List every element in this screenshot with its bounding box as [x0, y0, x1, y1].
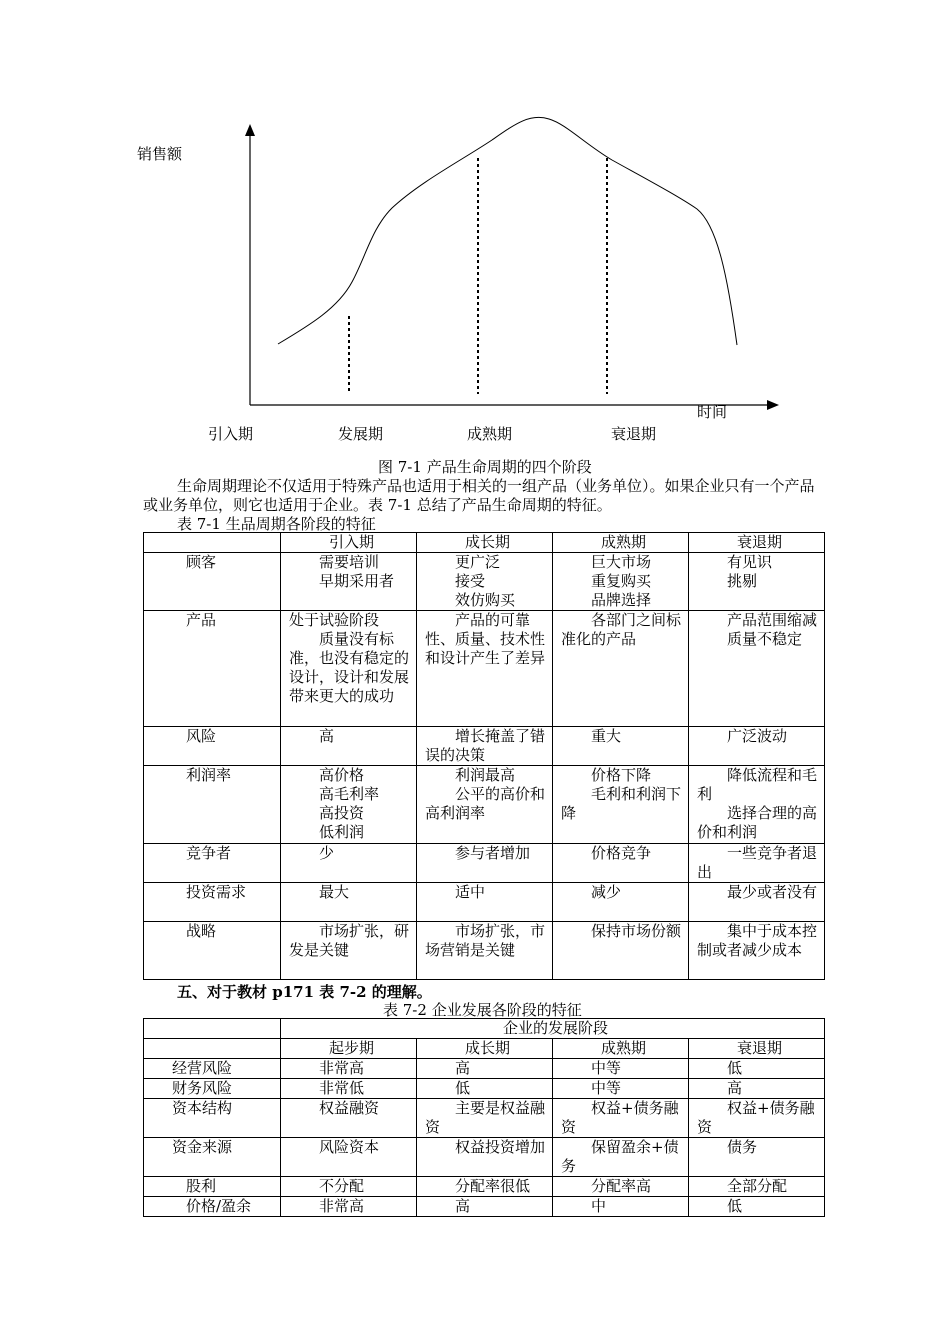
cell-line: 主要是权益融资	[425, 1099, 546, 1136]
row-label: 竞争者	[144, 844, 281, 883]
table-row	[144, 1099, 825, 1138]
table-row	[144, 844, 825, 883]
table-cell	[417, 1099, 553, 1138]
table2-header-cell: 成熟期	[553, 1039, 689, 1059]
cell-line: 集中于成本控制或者减少成本	[697, 922, 818, 959]
table-cell	[417, 766, 553, 844]
row-label: 顾客	[144, 553, 281, 611]
cell-line: 高	[455, 1059, 471, 1077]
cell-line: 产品范围缩减	[727, 611, 818, 629]
row-label: 财务风险	[144, 1079, 281, 1099]
lifecycle-figure	[0, 0, 950, 470]
table2-group-header: 企业的发展阶段	[281, 1019, 825, 1039]
cell-line: 早期采用者	[319, 572, 395, 590]
cell-line: 价格下降	[591, 766, 652, 784]
cell-line: 公平的高价和高利润率	[425, 785, 546, 822]
cell-line: 非常高	[319, 1059, 365, 1077]
cell-line: 不分配	[319, 1177, 365, 1195]
cell-line: 减少	[591, 883, 622, 901]
table-cell	[689, 844, 825, 883]
cell-line: 高毛利率	[319, 785, 380, 803]
cell-line: 品牌选择	[591, 591, 652, 609]
table2-header-cell: 成长期	[417, 1039, 553, 1059]
cell-line: 增长掩盖了错误的决策	[425, 727, 546, 764]
cell-line: 非常低	[319, 1079, 365, 1097]
table-cell	[689, 1138, 825, 1177]
table-cell	[281, 883, 417, 922]
row-label: 投资需求	[144, 883, 281, 922]
table-row	[144, 1059, 825, 1079]
table-row	[144, 1079, 825, 1099]
cell-line: 市场扩张，研发是关键	[289, 922, 410, 959]
table-cell	[281, 1138, 417, 1177]
cell-line: 接受	[455, 572, 486, 590]
table-cell	[417, 1138, 553, 1177]
row-label: 战略	[144, 922, 281, 980]
table-cell	[689, 1177, 825, 1197]
table-row	[144, 727, 825, 766]
cell-line: 有见识	[727, 553, 773, 571]
table-cell	[553, 1059, 689, 1079]
table-cell	[281, 1059, 417, 1079]
cell-line: 需要培训	[319, 553, 380, 571]
table-cell	[417, 883, 553, 922]
table-cell	[281, 766, 417, 844]
y-axis-label: 销售额	[137, 145, 183, 163]
table-enterprise-stages	[143, 1018, 825, 1217]
table1-header-cell: 引入期	[281, 533, 417, 553]
table-row	[144, 766, 825, 844]
table-row	[144, 1177, 825, 1197]
table-cell	[417, 553, 553, 611]
table-cell	[417, 611, 553, 727]
table-cell	[553, 922, 689, 980]
table1-header-corner	[144, 533, 281, 553]
table-cell	[689, 1059, 825, 1079]
row-label: 资本结构	[144, 1099, 281, 1138]
cell-line: 低	[727, 1197, 743, 1215]
cell-line: 巨大市场	[591, 553, 652, 571]
row-label: 价格/盈余	[144, 1197, 281, 1217]
table-row	[144, 883, 825, 922]
table1-header-cell: 成长期	[417, 533, 553, 553]
table-row	[144, 611, 825, 727]
table-row	[144, 1197, 825, 1217]
cell-line: 权益+债务融资	[561, 1099, 679, 1136]
y-axis-arrow	[245, 124, 255, 136]
table-row	[144, 1138, 825, 1177]
row-label: 产品	[144, 611, 281, 727]
table-cell	[689, 883, 825, 922]
cell-line: 各部门之间标准化的产品	[561, 611, 682, 648]
row-label: 经营风险	[144, 1059, 281, 1079]
cell-line: 权益融资	[319, 1099, 380, 1117]
table-cell	[689, 553, 825, 611]
table2-header-cell: 衰退期	[689, 1039, 825, 1059]
table-cell	[417, 727, 553, 766]
cell-line: 质量不稳定	[727, 630, 803, 648]
cell-line: 适中	[455, 883, 486, 901]
section-heading: 五、对于教材 p171 表 7-2 的理解。	[177, 983, 432, 1001]
table-cell	[553, 766, 689, 844]
cell-line: 价格竞争	[591, 844, 652, 862]
cell-line: 选择合理的高价和利润	[697, 804, 818, 841]
table2-header-corner	[144, 1039, 281, 1059]
table-cell	[281, 1197, 417, 1217]
table-cell	[281, 1079, 417, 1099]
cell-line: 参与者增加	[455, 844, 531, 862]
cell-line: 产品的可靠性、质量、技术性和设计产生了差异	[425, 611, 546, 667]
table-cell	[553, 727, 689, 766]
table-cell	[417, 922, 553, 980]
table1-header-cell: 衰退期	[689, 533, 825, 553]
cell-line: 中	[591, 1197, 607, 1215]
table-cell	[417, 1177, 553, 1197]
table-lifecycle-characteristics	[143, 532, 825, 980]
table-cell	[689, 727, 825, 766]
table-cell	[281, 922, 417, 980]
table-cell	[553, 844, 689, 883]
cell-line: 全部分配	[727, 1177, 788, 1195]
table-cell	[553, 611, 689, 727]
table-cell	[553, 1177, 689, 1197]
cell-line: 权益投资增加	[455, 1138, 546, 1156]
table-cell	[417, 844, 553, 883]
table1-header-row	[144, 533, 825, 553]
cell-line: 中等	[591, 1059, 622, 1077]
cell-line: 最大	[319, 883, 350, 901]
table-cell	[417, 1197, 553, 1217]
cell-line: 低	[727, 1059, 743, 1077]
cell-line: 非常高	[319, 1197, 365, 1215]
row-label: 利润率	[144, 766, 281, 844]
row-label: 股利	[144, 1177, 281, 1197]
figure-caption: 图 7-1 产品生命周期的四个阶段	[378, 458, 592, 476]
table-cell	[553, 1079, 689, 1099]
table2-header-cell: 起步期	[281, 1039, 417, 1059]
row-label: 资金来源	[144, 1138, 281, 1177]
cell-line: 一些竞争者退出	[697, 844, 818, 881]
table-cell	[417, 1059, 553, 1079]
table-cell	[553, 883, 689, 922]
cell-line: 毛利和利润下降	[561, 785, 682, 822]
table-cell	[689, 922, 825, 980]
cell-line: 保留盈余+债务	[561, 1138, 679, 1175]
stage-label-decline: 衰退期	[611, 425, 657, 443]
row-label: 风险	[144, 727, 281, 766]
cell-line: 挑剔	[727, 572, 758, 590]
x-axis-label: 时间	[697, 403, 728, 421]
table-row	[144, 553, 825, 611]
cell-line: 处于试验阶段	[289, 611, 380, 629]
table-cell	[553, 1099, 689, 1138]
table-cell	[553, 1138, 689, 1177]
x-axis-arrow	[767, 400, 779, 410]
stage-label-development: 发展期	[338, 425, 384, 443]
cell-line: 低	[455, 1079, 471, 1097]
cell-line: 高	[727, 1079, 743, 1097]
cell-line: 市场扩张，市场营销是关键	[425, 922, 546, 959]
cell-line: 高	[319, 727, 335, 745]
cell-line: 高价格	[319, 766, 365, 784]
sales-curve	[278, 117, 737, 345]
table-cell	[281, 553, 417, 611]
cell-line: 质量没有标准，也没有稳定的设计，设计和发展带来更大的成功	[289, 630, 410, 705]
cell-line: 利润最高	[455, 766, 516, 784]
table-cell	[417, 1079, 553, 1099]
table-cell	[281, 844, 417, 883]
table-cell	[553, 1197, 689, 1217]
cell-line: 重大	[591, 727, 622, 745]
cell-line: 风险资本	[319, 1138, 380, 1156]
cell-line: 债务	[727, 1138, 758, 1156]
body-paragraph: 生命周期理论不仅适用于特殊产品也适用于相关的一组产品（业务单位）。如果企业只有一个产品或业务单位，则它也适用于企业。表 7-1 总结了产品生命周期的特征。	[143, 477, 815, 514]
stage-label-maturity: 成熟期	[467, 425, 513, 443]
cell-line: 低利润	[319, 823, 365, 841]
stage-label-introduction: 引入期	[208, 425, 254, 443]
cell-line: 最少或者没有	[727, 883, 818, 901]
cell-line: 效仿购买	[455, 591, 516, 609]
table1-title: 表 7-1 生品周期各阶段的特征	[177, 515, 376, 533]
table2-header-corner	[144, 1019, 281, 1039]
cell-line: 少	[319, 844, 335, 862]
table-cell	[689, 1079, 825, 1099]
cell-line: 降低流程和毛利	[697, 766, 818, 803]
table-row	[144, 922, 825, 980]
table-cell	[281, 727, 417, 766]
table-cell	[281, 1177, 417, 1197]
table-cell	[553, 553, 689, 611]
cell-line: 保持市场份额	[591, 922, 682, 940]
cell-line: 分配率高	[591, 1177, 652, 1195]
cell-line: 重复购买	[591, 572, 652, 590]
cell-line: 广泛波动	[727, 727, 788, 745]
table2-group-header-row	[144, 1019, 825, 1039]
cell-line: 中等	[591, 1079, 622, 1097]
table-cell	[689, 1099, 825, 1138]
table1-header-cell: 成熟期	[553, 533, 689, 553]
cell-line: 权益+债务融资	[697, 1099, 815, 1136]
table-cell	[281, 1099, 417, 1138]
table-cell	[689, 611, 825, 727]
cell-line: 高	[455, 1197, 471, 1215]
table-cell	[689, 766, 825, 844]
cell-line: 高投资	[319, 804, 365, 822]
table-cell	[689, 1197, 825, 1217]
cell-line: 更广泛	[455, 553, 501, 571]
cell-line: 分配率很低	[455, 1177, 531, 1195]
table2-title: 表 7-2 企业发展各阶段的特征	[383, 1001, 582, 1019]
table2-header-row	[144, 1039, 825, 1059]
table-cell	[281, 611, 417, 727]
